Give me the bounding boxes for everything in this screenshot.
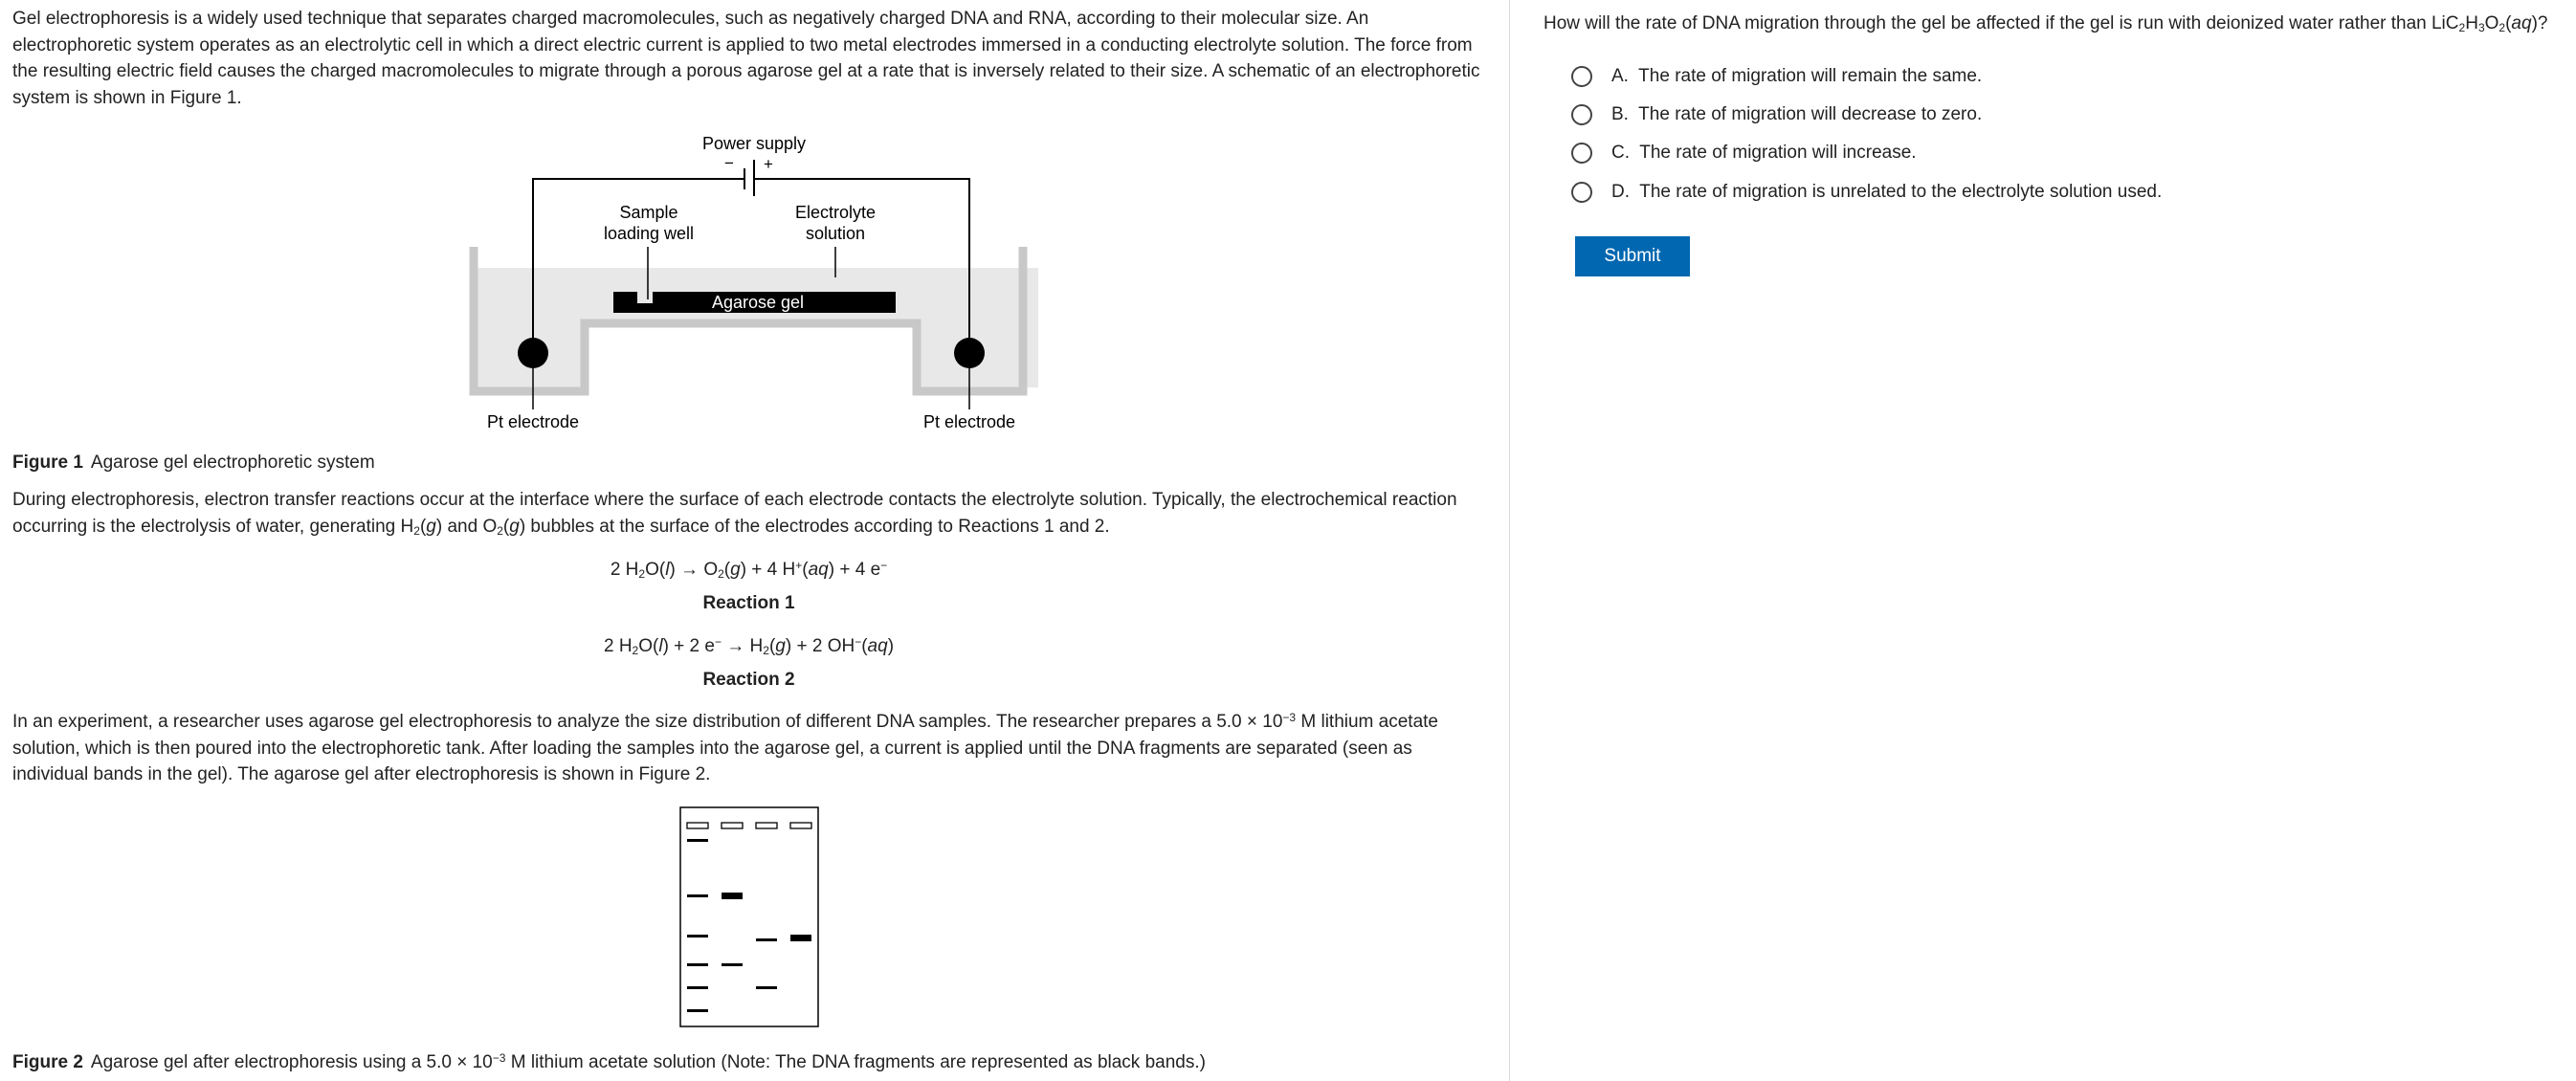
band-lane3-1 xyxy=(756,938,777,941)
minus-sign: − xyxy=(724,154,734,172)
agarose-gel-label: Agarose gel xyxy=(711,293,805,312)
electron-transfer-paragraph: During electrophoresis, electron transfer reactions occur at the interface where the surface of each electrode contacts the electrolyte solution. Typically, the electrochemical reaction occurring is the electrolysis of water, generating $H_2(g)$ and $O_2(g)$ bubbles at the surface of the electrodes according to Reactions 1 and 2. xyxy=(12,490,1457,538)
power-supply-label: Power supply xyxy=(701,134,807,153)
electrolyte-label-2: solution xyxy=(805,224,866,243)
reaction2-label: Reaction 2 xyxy=(702,670,795,690)
figure2-gel xyxy=(679,806,819,1028)
band-lane1-3 xyxy=(687,935,708,938)
band-lane1-1 xyxy=(687,839,708,842)
sample-well-label-1: Sample xyxy=(619,203,678,222)
submit-button[interactable]: Submit xyxy=(1575,236,1690,276)
right-electrode-label: Pt electrode xyxy=(922,412,1016,431)
left-pt-electrode xyxy=(518,338,548,368)
figure2-caption: Figure 2 Agarose gel after electrophoresis using a $5.0 \times 10^{-3}$ M lithium acetate solution (Note: The DNA fragments are represented as black bands.) xyxy=(12,1051,1206,1072)
figure2-caption-label: Figure 2 xyxy=(12,1052,83,1072)
radio-c[interactable] xyxy=(1571,143,1592,164)
band-lane2-1 xyxy=(722,893,743,899)
radio-b[interactable] xyxy=(1571,104,1592,125)
left-electrode-label: Pt electrode xyxy=(486,412,580,431)
figure1-caption-label: Figure 1 xyxy=(12,452,83,473)
intro-paragraph: Gel electrophoresis is a widely used technique that separates charged macromolecules, such as negatively charged DNA and RNA, according to their molecular size. An electrophoretic system operates as an electrolytic cell in which a direct electric current is applied to two metal electrodes immersed in a conducting electrolyte solution. The force from the resulting electric field causes the charged macromolecules to migrate through a porous agarose gel at a rate that is inversely related to their size. A schematic of an electrophoretic system is shown in Figure 1. xyxy=(12,9,1480,108)
answer-option-d[interactable]: D. The rate of migration is unrelated to the electrolyte solution used. xyxy=(1571,179,2162,206)
question-stem: How will the rate of DNA migration through the gel be affected if the gel is run with deionized water rather than $LiC_2H_3O_2(aq)$? xyxy=(1543,13,2548,34)
band-lane2-2 xyxy=(722,963,743,966)
experiment-paragraph: In an experiment, a researcher uses agarose gel electrophoresis to analyze the size distribution of different DNA samples. The researcher prepares a $5.0 \times 10^{-3}$ M lithium acetate solution, which is then poured into the electrophoretic tank. After loading the samples into the agarose gel, a current is applied until the DNA fragments are separated (seen as individual bands in the gel). The agarose gel after electrophoresis is shown in Figure 2. xyxy=(12,711,1438,784)
plus-sign: + xyxy=(764,155,773,173)
band-lane3-2 xyxy=(756,986,777,989)
band-lane1-6 xyxy=(687,1009,708,1012)
reaction1-equation: 2 $H_2O(l) \to O_2(g) + 4$ H+(aq) + 4 e− xyxy=(610,559,888,581)
answer-option-c[interactable]: C. The rate of migration will increase. xyxy=(1571,140,1917,166)
sample-well-notch xyxy=(637,292,653,303)
radio-d[interactable] xyxy=(1571,182,1592,203)
reaction1-label: Reaction 1 xyxy=(702,593,795,613)
answer-option-b[interactable]: B. The rate of migration will decrease to zero. xyxy=(1571,101,1982,128)
radio-a[interactable] xyxy=(1571,66,1592,87)
band-lane1-5 xyxy=(687,986,708,989)
answer-option-a[interactable]: A. The rate of migration will remain the same. xyxy=(1571,63,1982,90)
electrolyte-label-1: Electrolyte xyxy=(794,203,877,222)
band-lane1-2 xyxy=(687,894,708,897)
figure1-caption-text: Agarose gel electrophoretic system xyxy=(90,452,375,473)
reaction2-equation: 2 $H_2O(l) + 2$ $e^- \to H_2(g) + 2$ OH−(aq) xyxy=(603,635,895,657)
band-lane4-1 xyxy=(790,935,811,941)
sample-well-label-2: loading well xyxy=(603,224,695,243)
question-panel xyxy=(1510,0,2576,1081)
figure1-schematic xyxy=(459,129,1053,440)
figure1-caption xyxy=(12,452,375,474)
band-lane1-4 xyxy=(687,963,708,966)
right-pt-electrode xyxy=(954,338,985,368)
